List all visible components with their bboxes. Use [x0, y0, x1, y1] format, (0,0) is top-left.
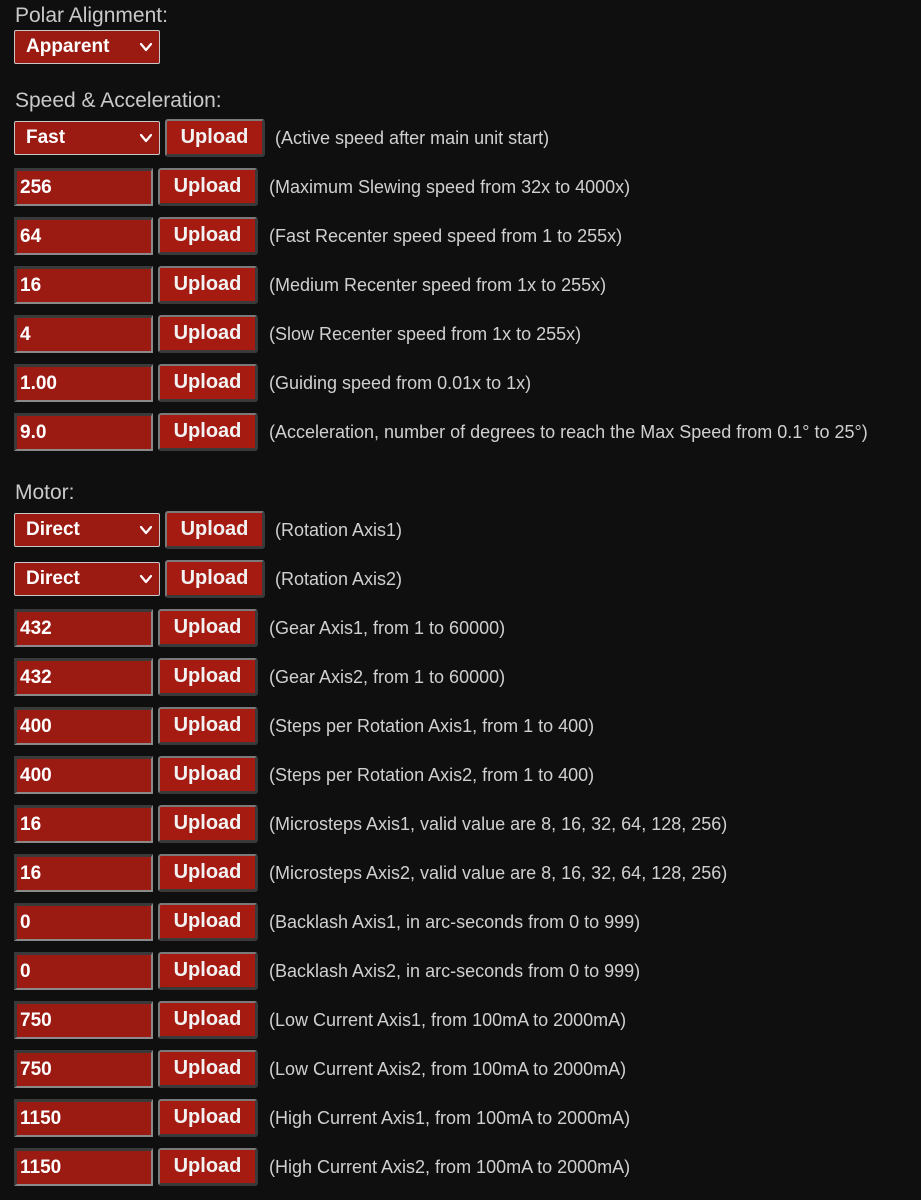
low-current-axis1-input[interactable]: 750 [14, 1001, 153, 1039]
field-description: (High Current Axis1, from 100mA to 2000mA) [269, 1107, 631, 1128]
speed-row [14, 364, 531, 402]
upload-button[interactable]: Upload [158, 1148, 258, 1186]
speed-row [14, 413, 868, 451]
field-description: (Rotation Axis1) [275, 519, 403, 540]
field-description: (Backlash Axis2, in arc-seconds from 0 to 999) [269, 960, 641, 981]
chevron-down-icon [139, 572, 153, 586]
guiding-speed-input[interactable]: 1.00 [14, 364, 153, 402]
speed-row [14, 119, 549, 157]
polar-alignment-select-value: Apparent [26, 36, 110, 57]
microsteps-axis1-input[interactable]: 16 [14, 805, 153, 843]
upload-button[interactable]: Upload [165, 119, 265, 157]
motor-row [14, 658, 505, 696]
upload-button[interactable]: Upload [158, 658, 258, 696]
upload-button[interactable]: Upload [158, 168, 258, 206]
field-description: (Active speed after main unit start) [275, 127, 550, 148]
motor-row [14, 805, 727, 843]
motor-heading: Motor: [15, 481, 75, 504]
field-description: (Rotation Axis2) [275, 568, 403, 589]
motor-row [14, 511, 402, 549]
field-description: (Maximum Slewing speed from 32x to 4000x) [269, 176, 631, 197]
microsteps-axis2-input[interactable]: 16 [14, 854, 153, 892]
active-speed-select-value: Fast [26, 127, 66, 148]
motor-row [14, 952, 640, 990]
upload-button[interactable]: Upload [165, 511, 265, 549]
upload-button[interactable]: Upload [158, 609, 258, 647]
upload-button[interactable]: Upload [158, 805, 258, 843]
polar-alignment-select[interactable] [14, 30, 160, 64]
motor-row [14, 560, 402, 598]
backlash-axis2-input[interactable]: 0 [14, 952, 153, 990]
steps-per-rotation-axis2-input[interactable]: 400 [14, 756, 153, 794]
field-description: (Steps per Rotation Axis1, from 1 to 400) [269, 715, 595, 736]
motor-row [14, 707, 594, 745]
chevron-down-icon [139, 523, 153, 537]
upload-button[interactable]: Upload [158, 266, 258, 304]
speed-row [14, 168, 630, 206]
motor-row [14, 1050, 626, 1088]
backlash-axis1-input[interactable]: 0 [14, 903, 153, 941]
chevron-down-icon [139, 131, 153, 145]
polar-alignment-heading: Polar Alignment: [15, 4, 168, 27]
speed-acceleration-heading: Speed & Acceleration: [15, 89, 222, 112]
medium-recenter-speed-input[interactable]: 16 [14, 266, 153, 304]
active-speed-select[interactable] [14, 121, 160, 155]
rotation-axis2-select-value: Direct [26, 568, 80, 589]
rotation-axis1-select-value: Direct [26, 519, 80, 540]
motor-row [14, 903, 640, 941]
high-current-axis2-input[interactable]: 1150 [14, 1148, 153, 1186]
speed-row [14, 217, 622, 255]
max-slew-speed-input[interactable]: 256 [14, 168, 153, 206]
upload-button[interactable]: Upload [158, 413, 258, 451]
motor-row [14, 1099, 630, 1137]
motor-row [14, 854, 727, 892]
field-description: (Fast Recenter speed speed from 1 to 255x) [269, 225, 623, 246]
high-current-axis1-input[interactable]: 1150 [14, 1099, 153, 1137]
speed-row [14, 266, 606, 304]
upload-button[interactable]: Upload [158, 854, 258, 892]
upload-button[interactable]: Upload [158, 1099, 258, 1137]
upload-button[interactable]: Upload [158, 364, 258, 402]
field-description: (Microsteps Axis1, valid value are 8, 16, 32, 64, 128, 256) [269, 813, 728, 834]
upload-button[interactable]: Upload [158, 217, 258, 255]
motor-row [14, 609, 505, 647]
upload-button[interactable]: Upload [158, 903, 258, 941]
motor-row [14, 1001, 626, 1039]
field-description: (Medium Recenter speed from 1x to 255x) [269, 274, 607, 295]
upload-button[interactable]: Upload [158, 1050, 258, 1088]
upload-button[interactable]: Upload [158, 707, 258, 745]
field-description: (Microsteps Axis2, valid value are 8, 16, 32, 64, 128, 256) [269, 862, 728, 883]
upload-button[interactable]: Upload [158, 315, 258, 353]
fast-recenter-speed-input[interactable]: 64 [14, 217, 153, 255]
gear-axis1-input[interactable]: 432 [14, 609, 153, 647]
upload-button[interactable]: Upload [158, 756, 258, 794]
rotation-axis1-select[interactable] [14, 513, 160, 547]
upload-button[interactable]: Upload [165, 560, 265, 598]
acceleration-input[interactable]: 9.0 [14, 413, 153, 451]
field-description: (Guiding speed from 0.01x to 1x) [269, 372, 532, 393]
field-description: (Gear Axis1, from 1 to 60000) [269, 617, 506, 638]
polar-alignment-row [14, 29, 160, 65]
chevron-down-icon [139, 40, 153, 54]
upload-button[interactable]: Upload [158, 952, 258, 990]
speed-row [14, 315, 581, 353]
motor-row [14, 756, 594, 794]
field-description: (Low Current Axis2, from 100mA to 2000mA) [269, 1058, 627, 1079]
field-description: (Low Current Axis1, from 100mA to 2000mA) [269, 1009, 627, 1030]
field-description: (Slow Recenter speed from 1x to 255x) [269, 323, 582, 344]
field-description: (Steps per Rotation Axis2, from 1 to 400) [269, 764, 595, 785]
steps-per-rotation-axis1-input[interactable]: 400 [14, 707, 153, 745]
upload-button[interactable]: Upload [158, 1001, 258, 1039]
field-description: (Backlash Axis1, in arc-seconds from 0 to 999) [269, 911, 641, 932]
field-description: (Acceleration, number of degrees to reach the Max Speed from 0.1° to 25°) [269, 421, 868, 442]
low-current-axis2-input[interactable]: 750 [14, 1050, 153, 1088]
slow-recenter-speed-input[interactable]: 4 [14, 315, 153, 353]
gear-axis2-input[interactable]: 432 [14, 658, 153, 696]
rotation-axis2-select[interactable] [14, 562, 160, 596]
field-description: (High Current Axis2, from 100mA to 2000mA) [269, 1156, 631, 1177]
motor-row [14, 1148, 630, 1186]
field-description: (Gear Axis2, from 1 to 60000) [269, 666, 506, 687]
